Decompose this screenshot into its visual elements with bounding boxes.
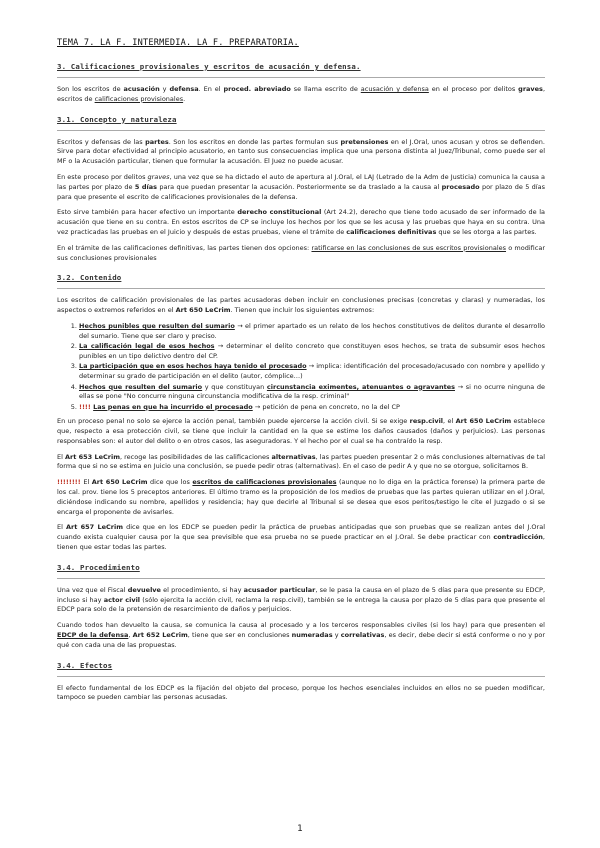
bold-text: actor civil (103, 595, 141, 604)
text: Cuando todos han devuelto la causa, se comunica la causa al procesado y a los terceros responsables civiles (si los hay) para que presenten el (57, 621, 545, 630)
text: establece que, respecto a esa protección civil, se tiene que incluir la cantidad en la que se estime los daños causados (daños y perjuicios). Las personas responsables son: el autor del delito o en otros casos, las aseguradoras. Y el hecho por el cual se ha contraído la resp. (57, 417, 545, 445)
bold-text: procesado (441, 182, 480, 191)
text: y (159, 85, 170, 93)
bold-underlined-text: Las penas en que ha incurrido el procesado (93, 402, 253, 411)
text: En el trámite de las calificaciones definitivas, las partes tienen dos opciones: (57, 243, 312, 252)
text: , escritos de (57, 85, 546, 103)
bold-text: pretensiones (340, 137, 389, 146)
text: . Son los escritos en donde las partes formulan sus (168, 137, 341, 146)
paragraph (57, 85, 545, 105)
bold-text: correlativas (340, 631, 385, 640)
paragraph (57, 586, 545, 615)
paragraph (57, 138, 545, 167)
text: , tiene que ser en conclusiones (187, 631, 292, 640)
paragraph (57, 453, 545, 473)
bold-text: proced. abreviado (223, 85, 291, 93)
bold-underlined-text: escritos de calificaciones provisionales (192, 478, 337, 487)
bold-underlined-text: circunstancia eximentes, atenuantes o agravantes (266, 382, 455, 391)
bold-text: Art 653 LeCrim (65, 452, 120, 461)
text: en el J.Oral, unos acusan y otros se defienden. Sirve para dotar efectividad al principio acusatorio, en tanto sus consecuencias implica que una persona distinta al Juez/Tribunal, como puede ser el MF o la Acusación particular, tienen que formular la acusación. El Juez no puede acusar. (57, 137, 545, 166)
text: Son los escritos de (57, 85, 124, 93)
bold-text: acusador particular (243, 585, 316, 594)
text: que se les otorga a las partes. (436, 227, 537, 236)
paragraph (57, 684, 545, 704)
text: y (332, 631, 341, 640)
text: El (57, 452, 65, 461)
text: o modificar sus conclusiones provisionales (57, 243, 545, 262)
text: . (183, 94, 186, 103)
bold-text: Art 652 LeCrim (132, 631, 188, 640)
warning-marks: !!!!!!!! (57, 478, 84, 487)
text: se llama escrito de (290, 85, 361, 93)
text: Una vez que el Fiscal (57, 585, 128, 594)
paragraph (57, 296, 545, 316)
bold-underlined-text: Hechos punibles que resulten del sumario (79, 321, 235, 330)
bold-text: graves (518, 85, 543, 93)
text: Esto sirve también para hacer efectivo un importante (57, 208, 238, 217)
text: dice que los (147, 478, 193, 487)
divider (57, 578, 545, 579)
heading-section-3: 3. Calificaciones provisionales y escritos de acusación y defensa. (57, 62, 361, 71)
paragraph (57, 478, 545, 517)
bold-text: 5 días (134, 182, 158, 191)
bold-text: contradicción (493, 533, 543, 542)
divider (57, 130, 545, 131)
text: El (83, 478, 92, 487)
bold-text: derecho constitucional (237, 208, 322, 217)
bold-text: calificaciones definitivas (346, 227, 437, 236)
text: por plazo de 5 días para que presente el escrito de calificaciones provisionales de la defensa. (57, 182, 545, 201)
text: y que constituyan (202, 382, 267, 391)
text: , se le pasa la causa en el plazo de 5 días para que presente su EDCP, incluso si hay (57, 585, 546, 604)
paragraph (57, 621, 545, 650)
text: el procedimiento, si hay (160, 585, 244, 594)
text: (sólo ejercita la acción civil, reclama la resp.civil), también se le entrega la causa por plazo de 5 días para que presente el EDCP para solo de la pretensión de resarcimiento de daños y perjuicios. (57, 595, 545, 614)
divider (57, 288, 545, 289)
bold-text: devuelve (127, 585, 161, 594)
heading-section-3-4-procedimiento: 3.4. Procedimiento (57, 562, 140, 572)
text: , recoge las posibilidades de las calificaciones (120, 452, 272, 461)
paragraph (57, 173, 545, 202)
bold-underlined-text: Hechos que resulten del sumario (79, 382, 203, 391)
heading-section-3-1: 3.1. Concepto y naturaleza (57, 114, 177, 124)
text: Los escritos de calificación provisionales de las partes acusadoras deben incluir en conclusiones precisas (concretas y claras) y numeradas, los aspectos o extremos referidos en el (57, 296, 545, 315)
text: → determinar el delito concreto que constituyen esos hechos, se trata de subsumir esos hechos punibles en un tipo delictivo dentro del CP. (79, 342, 545, 360)
document-title: TEMA 7. LA F. INTERMEDIA. LA F. PREPARATORIA. (57, 38, 299, 48)
underlined-text: calificaciones provisionales (94, 94, 184, 103)
divider (57, 676, 545, 677)
heading-section-3-2: 3.2. Contenido (57, 273, 122, 283)
paragraph (57, 244, 545, 264)
text: Escritos y defensas de las (57, 137, 146, 146)
bold-underlined-text: La calificación legal de esos hechos (79, 342, 215, 351)
bold-text: Art 650 LeCrim (455, 417, 512, 426)
text: , el (443, 417, 456, 426)
page-number: 1 (297, 824, 303, 834)
bold-text: numeradas (291, 631, 333, 640)
bold-text: defensa (169, 85, 199, 93)
paragraph (57, 523, 545, 552)
text: En este proceso por delitos (57, 172, 148, 181)
text: En un proceso penal no solo se ejerce la acción penal, también puede ejercerse la acción civil. Si se exige (57, 417, 410, 426)
text: El (57, 523, 66, 532)
text: . Tienen que incluir los siguientes extremos: (230, 306, 375, 315)
warning-marks: !!!! (79, 402, 94, 411)
text: → implica: identificación del procesado/acusado con nombre y apellido y determinar su grado de participación en el delito (autor, cómplice…) (79, 362, 545, 380)
bold-text: alternativas (271, 452, 316, 461)
text: (aunque no lo diga en la práctica forense) la primera parte de los cal. prov. tiene los 5 preceptos anteriores. El último tramo es la proposición de los medios de pruebas que las partes quieran utilizar en el J.Oral, diciéndose indicando su nombre, apellidos y residencia; hay que decirle al Tribunal si se desea que esos peritos/testigo le cite el Juzgado o si se encarga el proponente de avisarles. (57, 478, 545, 516)
list-item (79, 403, 545, 413)
divider (57, 77, 545, 78)
text: . En el (198, 85, 224, 93)
content-list (57, 322, 545, 412)
paragraph (57, 417, 545, 446)
text: , tienen que estar todas las partes. (57, 533, 545, 552)
bold-text: partes (145, 137, 169, 146)
underlined-text: ratificarse en las conclusiones de sus escritos provisionales (311, 243, 507, 252)
text: para que puedan presentar la acusación. Posteriormente se da traslado a la causa al (157, 182, 442, 191)
page-content (57, 38, 545, 709)
paragraph (57, 208, 545, 237)
text: → petición de pena en concreto, no la del CP (252, 402, 400, 411)
text: → si no ocurre ninguna de ellas se pone "No concurre ninguna circunstancia modificativa de la resp. criminal" (79, 382, 545, 401)
text: , las partes pueden presentar 2 o más conclusiones alternativas de tal forma que si no se estima en Juicio una conclusión, se puede pedir otras (alternativas). En el caso de pedir A y que no se otorgue, solicitamos B. (57, 452, 546, 471)
text: → el primer apartado es un relato de los hechos constitutivos de delitos durante el desarrollo del sumario. Tiene que ser claro y preciso. (79, 321, 545, 340)
bold-text: Art 650 LeCrim (91, 478, 148, 487)
text: en el proceso por delitos (428, 85, 519, 93)
heading-section-3-4-efectos: 3.4. Efectos (57, 660, 113, 670)
text: El efecto fundamental de los EDCP es la fijación del objeto del proceso, porque los hechos esenciales incluidos en ellos no se pueden modificar, tampoco se pueden cambiar las personas acusadas. (57, 683, 545, 702)
underlined-text: acusación y defensa (360, 85, 429, 93)
list-item (79, 362, 545, 381)
italic-text: graves (147, 172, 170, 181)
bold-text: acusación (123, 85, 160, 93)
list-item (79, 322, 545, 341)
text: , (128, 631, 133, 640)
text: (Art 24.2), derecho que tiene todo acusado de ser informado de la acusación que tiene en su contra. En estos escritos de CP se incluye los hechos por los que se les acusa y las pruebas que haya en su contra. Una vez practicadas las pruebas en el Juicio y después de estas pruebas, viene el trámite de (57, 208, 545, 236)
bold-underlined-text: La participación que en esos hechos haya tenido el procesado (79, 362, 307, 371)
bold-text: resp.civil (409, 417, 444, 426)
text: , una vez que se ha dictado el auto de apertura al J.Oral, el LAJ (Letrado de la Adm de Justicia) comunica la causa a las partes por plazo de (57, 172, 546, 191)
text: dice que en los EDCP se pueden pedir la práctica de pruebas anticipadas que son pruebas que se realizan antes del J.Oral cuando exista cualquier causa por la que sea previsible que esa prueba no se puede practicar en el J.Oral. Se debe practicar con (57, 523, 545, 542)
bold-underlined-text: EDCP de la defensa (57, 631, 129, 640)
list-item (79, 342, 545, 361)
bold-text: Art 650 LeCrim (175, 306, 231, 315)
list-item (79, 383, 545, 402)
bold-text: Art 657 LeCrim (66, 523, 123, 532)
text: , es decir, debe decir si está conforme o no y por qué con cada una de las propuestas. (57, 631, 546, 649)
